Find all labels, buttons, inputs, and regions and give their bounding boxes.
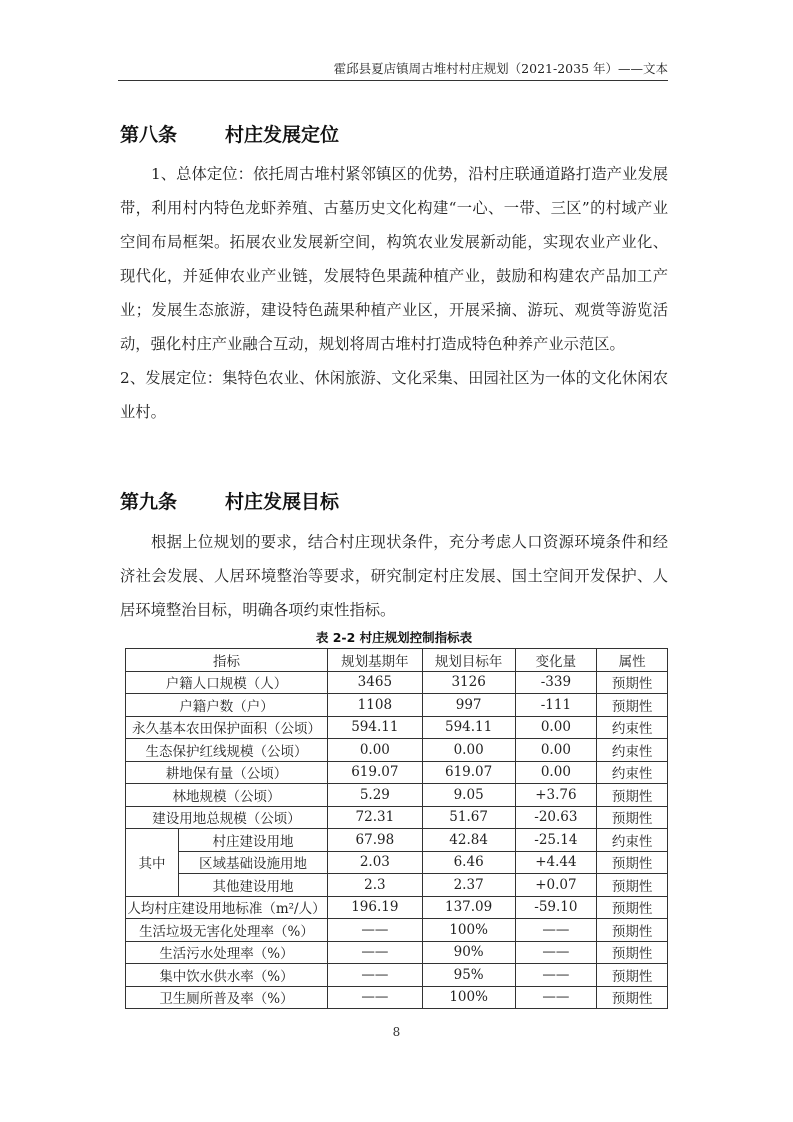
change-cell: —— <box>515 941 597 964</box>
table-row <box>126 671 668 694</box>
table-row <box>126 739 668 762</box>
indicator-cell: 林地规模（公顷） <box>126 784 328 807</box>
attribute-cell: 预期性 <box>597 694 668 717</box>
target-year-cell: 2.37 <box>422 874 515 897</box>
section-9-title: 村庄发展目标 <box>225 491 340 513</box>
indicator-cell: 村庄建设用地 <box>178 829 327 852</box>
change-cell: -25.14 <box>515 829 597 852</box>
attribute-cell: 预期性 <box>597 986 668 1009</box>
target-year-cell: 42.84 <box>422 829 515 852</box>
base-year-cell: —— <box>327 964 422 987</box>
attribute-cell: 预期性 <box>597 941 668 964</box>
table-row <box>126 941 668 964</box>
base-year-cell: —— <box>327 919 422 942</box>
attribute-cell: 约束性 <box>597 761 668 784</box>
base-year-cell: —— <box>327 986 422 1009</box>
base-year-cell: 3465 <box>327 671 422 694</box>
base-year-cell: 1108 <box>327 694 422 717</box>
change-cell: +3.76 <box>515 784 597 807</box>
table-caption: 表 2-2 村庄规划控制指标表 <box>315 630 473 645</box>
change-cell: —— <box>515 964 597 987</box>
base-year-cell: —— <box>327 941 422 964</box>
target-year-cell: 594.11 <box>422 716 515 739</box>
section-9-heading <box>120 487 339 514</box>
change-cell: —— <box>515 986 597 1009</box>
table-row <box>126 761 668 784</box>
running-header: 霍邱县夏店镇周古堆村村庄规划（2021-2035 年）——文本 <box>333 61 668 76</box>
attribute-cell: 预期性 <box>597 851 668 874</box>
table-header-row <box>126 649 668 672</box>
section-8-paragraph-1: 1、总体定位：依托周古堆村紧邻镇区的优势，沿村庄联通道路打造产业发展带，利用村内特色龙虾养殖、古墓历史文化构建“一心、一带、三区”的村域产业空间布局框架。拓展农业发展新空间，构筑农业发展新动能，实现农业产业化、现代化，并延伸农业产业链，发展特色果蔬种植产业，鼓励和构建农产品加工产业；发展生态旅游，建设特色蔬果种植产业区，开展采摘、游玩、观赏等游览活动，强化村庄产业融合互动，规划将周古堆村打造成特色种养产业示范区。 <box>120 165 668 353</box>
table-row <box>126 806 668 829</box>
indicator-cell: 生态保护红线规模（公顷） <box>126 739 328 762</box>
indicator-cell: 区域基础设施用地 <box>178 851 327 874</box>
base-year-cell: 2.3 <box>327 874 422 897</box>
target-year-cell: 619.07 <box>422 761 515 784</box>
target-year-cell: 3126 <box>422 671 515 694</box>
indicator-cell: 集中饮水供水率（%） <box>126 964 328 987</box>
attribute-cell: 预期性 <box>597 896 668 919</box>
attribute-cell: 预期性 <box>597 964 668 987</box>
attribute-cell: 预期性 <box>597 874 668 897</box>
attribute-cell: 预期性 <box>597 919 668 942</box>
indicator-cell: 人均村庄建设用地标准（m²/人） <box>126 896 328 919</box>
page-number: 8 <box>392 1025 401 1039</box>
base-year-cell: 196.19 <box>327 896 422 919</box>
header-indicator: 指标 <box>126 649 328 672</box>
table-row <box>126 694 668 717</box>
group-label-cell: 其中 <box>126 829 179 897</box>
attribute-cell: 约束性 <box>597 829 668 852</box>
indicator-table <box>125 648 668 1009</box>
attribute-cell: 约束性 <box>597 739 668 762</box>
indicator-cell: 建设用地总规模（公顷） <box>126 806 328 829</box>
target-year-cell: 997 <box>422 694 515 717</box>
attribute-cell: 约束性 <box>597 716 668 739</box>
header-attribute: 属性 <box>597 649 668 672</box>
target-year-cell: 6.46 <box>422 851 515 874</box>
section-8-number: 第八条 <box>120 124 178 146</box>
attribute-cell: 预期性 <box>597 806 668 829</box>
change-cell: 0.00 <box>515 716 597 739</box>
change-cell: -59.10 <box>515 896 597 919</box>
change-cell: -111 <box>515 694 597 717</box>
change-cell: 0.00 <box>515 761 597 784</box>
indicator-cell: 户籍户数（户） <box>126 694 328 717</box>
target-year-cell: 137.09 <box>422 896 515 919</box>
base-year-cell: 2.03 <box>327 851 422 874</box>
header-rule <box>118 80 668 81</box>
indicator-cell: 生活污水处理率（%） <box>126 941 328 964</box>
table-row <box>126 784 668 807</box>
table-row <box>126 829 668 852</box>
attribute-cell: 预期性 <box>597 671 668 694</box>
section-9-paragraph: 根据上位规划的要求，结合村庄现状条件，充分考虑人口资源环境条件和经济社会发展、人居环境整治等要求，研究制定村庄发展、国土空间开发保护、人居环境整治目标，明确各项约束性指标。 <box>120 533 668 619</box>
change-cell: +0.07 <box>515 874 597 897</box>
base-year-cell: 594.11 <box>327 716 422 739</box>
target-year-cell: 9.05 <box>422 784 515 807</box>
table-row <box>126 716 668 739</box>
target-year-cell: 100% <box>422 919 515 942</box>
attribute-cell: 预期性 <box>597 784 668 807</box>
target-year-cell: 0.00 <box>422 739 515 762</box>
header-target-year: 规划目标年 <box>422 649 515 672</box>
indicator-cell: 永久基本农田保护面积（公顷） <box>126 716 328 739</box>
change-cell: 0.00 <box>515 739 597 762</box>
indicator-cell: 卫生厕所普及率（%） <box>126 986 328 1009</box>
base-year-cell: 5.29 <box>327 784 422 807</box>
change-cell: —— <box>515 919 597 942</box>
base-year-cell: 72.31 <box>327 806 422 829</box>
header-base-year: 规划基期年 <box>327 649 422 672</box>
header-change: 变化量 <box>515 649 597 672</box>
base-year-cell: 619.07 <box>327 761 422 784</box>
table-row <box>126 964 668 987</box>
table-row <box>126 851 668 874</box>
section-9-number: 第九条 <box>120 491 178 513</box>
target-year-cell: 90% <box>422 941 515 964</box>
target-year-cell: 95% <box>422 964 515 987</box>
indicator-cell: 生活垃圾无害化处理率（%） <box>126 919 328 942</box>
table-row <box>126 986 668 1009</box>
section-8-title: 村庄发展定位 <box>225 124 340 146</box>
base-year-cell: 67.98 <box>327 829 422 852</box>
change-cell: -339 <box>515 671 597 694</box>
target-year-cell: 100% <box>422 986 515 1009</box>
change-cell: -20.63 <box>515 806 597 829</box>
table-row <box>126 874 668 897</box>
section-8-paragraph-2: 2、发展定位：集特色农业、休闲旅游、文化采集、田园社区为一体的文化休闲农业村。 <box>120 369 668 421</box>
table-row <box>126 919 668 942</box>
base-year-cell: 0.00 <box>327 739 422 762</box>
indicator-cell: 户籍人口规模（人） <box>126 671 328 694</box>
indicator-cell: 耕地保有量（公顷） <box>126 761 328 784</box>
target-year-cell: 51.67 <box>422 806 515 829</box>
section-8-heading <box>120 120 339 147</box>
change-cell: +4.44 <box>515 851 597 874</box>
indicator-cell: 其他建设用地 <box>178 874 327 897</box>
table-row <box>126 896 668 919</box>
